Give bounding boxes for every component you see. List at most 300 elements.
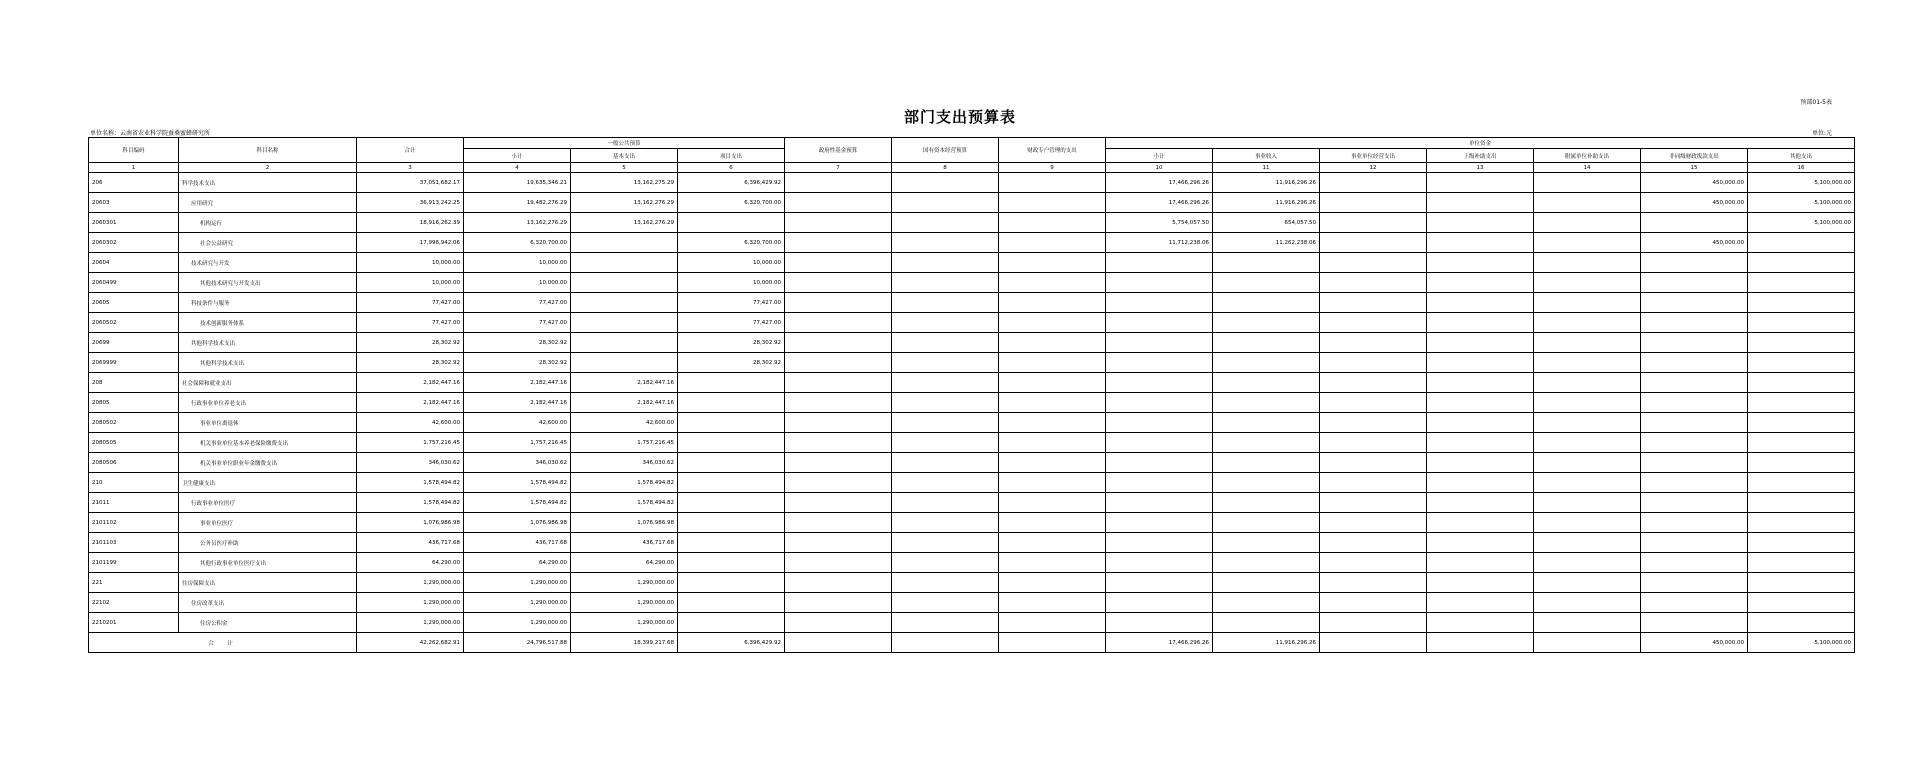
header-other: 其他支出 xyxy=(1748,149,1855,163)
column-number: 2 xyxy=(179,163,357,173)
header-project: 项目支出 xyxy=(678,149,785,163)
amount-cell: 13,162,276.29 xyxy=(571,193,678,213)
amount-cell xyxy=(999,233,1106,253)
amount-cell xyxy=(785,373,892,393)
amount-cell xyxy=(785,593,892,613)
amount-cell: 6,396,429.92 xyxy=(678,173,785,193)
amount-cell xyxy=(999,373,1106,393)
amount-cell xyxy=(1534,573,1641,593)
header-name: 科目名称 xyxy=(179,138,357,163)
amount-cell: 1,578,494.82 xyxy=(464,493,571,513)
amount-cell xyxy=(1213,253,1320,273)
subject-code: 2080502 xyxy=(89,413,179,433)
amount-cell xyxy=(892,233,999,253)
amount-cell xyxy=(1320,533,1427,553)
amount-cell xyxy=(785,553,892,573)
amount-cell xyxy=(1427,193,1534,213)
amount-cell xyxy=(1320,553,1427,573)
amount-cell: 11,262,238.06 xyxy=(1213,233,1320,253)
amount-cell xyxy=(785,413,892,433)
amount-cell: 1,290,000.00 xyxy=(464,573,571,593)
amount-cell: 654,057.50 xyxy=(1213,213,1320,233)
amount-cell: 77,427.00 xyxy=(678,313,785,333)
amount-cell xyxy=(1748,513,1855,533)
amount-cell xyxy=(1534,433,1641,453)
amount-cell xyxy=(1534,533,1641,553)
unit-name-label: 单位名称：云南省农业科学院蚕桑蜜蜂研究所 xyxy=(90,130,211,137)
amount-cell xyxy=(999,533,1106,553)
amount-cell xyxy=(1213,313,1320,333)
table-row xyxy=(89,433,1855,453)
amount-cell xyxy=(785,253,892,273)
amount-cell: 77,427.00 xyxy=(464,313,571,333)
total-amount-cell: 18,399,217.68 xyxy=(571,633,678,653)
amount-cell xyxy=(1106,253,1213,273)
amount-cell xyxy=(892,493,999,513)
amount-cell xyxy=(1427,373,1534,393)
amount-cell xyxy=(1427,313,1534,333)
amount-cell xyxy=(1641,533,1748,553)
total-amount-cell: 6,396,429.92 xyxy=(678,633,785,653)
amount-cell: 1,290,000.00 xyxy=(357,573,464,593)
table-row xyxy=(89,213,1855,233)
amount-cell xyxy=(1641,613,1748,633)
amount-cell xyxy=(1320,513,1427,533)
table-row xyxy=(89,533,1855,553)
subject-name: 事业单位医疗 xyxy=(179,513,357,533)
amount-cell: 450,000.00 xyxy=(1641,193,1748,213)
amount-cell xyxy=(1534,353,1641,373)
amount-cell xyxy=(1320,573,1427,593)
subject-code: 2101199 xyxy=(89,553,179,573)
amount-cell xyxy=(1534,393,1641,413)
amount-cell: 5,100,000.00 xyxy=(1748,213,1855,233)
amount-cell xyxy=(892,433,999,453)
amount-cell xyxy=(785,573,892,593)
subject-name: 技术创新服务体系 xyxy=(179,313,357,333)
amount-cell xyxy=(1534,493,1641,513)
amount-cell xyxy=(1320,473,1427,493)
subject-code: 2060499 xyxy=(89,273,179,293)
amount-cell xyxy=(1748,313,1855,333)
amount-cell xyxy=(785,513,892,533)
amount-cell xyxy=(892,533,999,553)
amount-cell xyxy=(999,613,1106,633)
subject-name: 公务员医疗补助 xyxy=(179,533,357,553)
amount-cell: 5,100,000.00 xyxy=(1748,193,1855,213)
amount-cell xyxy=(892,593,999,613)
amount-cell xyxy=(1641,413,1748,433)
amount-cell xyxy=(1641,293,1748,313)
amount-cell: 1,757,216.45 xyxy=(464,433,571,453)
amount-cell: 11,916,296.26 xyxy=(1213,193,1320,213)
subject-code: 2080505 xyxy=(89,433,179,453)
table-row xyxy=(89,493,1855,513)
total-amount-cell: 42,262,682.91 xyxy=(357,633,464,653)
amount-cell: 6,320,700.00 xyxy=(678,233,785,253)
total-amount-cell xyxy=(785,633,892,653)
amount-cell: 1,076,986.98 xyxy=(357,513,464,533)
header-unit-funds: 单位资金 xyxy=(1106,138,1855,149)
amount-cell xyxy=(999,293,1106,313)
amount-cell xyxy=(999,353,1106,373)
amount-cell: 2,182,447.16 xyxy=(357,373,464,393)
subject-name: 其他科学技术支出 xyxy=(179,333,357,353)
amount-cell xyxy=(1106,573,1213,593)
amount-cell: 5,100,000.00 xyxy=(1748,173,1855,193)
header-superior-subsidy: 上级补助支出 xyxy=(1427,149,1534,163)
amount-cell xyxy=(892,553,999,573)
total-amount-cell: 17,466,296.26 xyxy=(1106,633,1213,653)
amount-cell xyxy=(571,333,678,353)
subject-code: 208 xyxy=(89,373,179,393)
amount-cell xyxy=(1427,493,1534,513)
amount-cell xyxy=(1427,613,1534,633)
amount-cell: 6,320,700.00 xyxy=(678,193,785,213)
amount-cell xyxy=(1534,293,1641,313)
amount-cell xyxy=(1748,433,1855,453)
amount-cell xyxy=(1427,553,1534,573)
amount-cell xyxy=(1106,593,1213,613)
amount-cell xyxy=(1748,473,1855,493)
amount-cell xyxy=(1427,453,1534,473)
table-row xyxy=(89,553,1855,573)
amount-cell xyxy=(1106,613,1213,633)
amount-cell: 436,717.68 xyxy=(571,533,678,553)
subject-name: 其他技术研究与开发支出 xyxy=(179,273,357,293)
subject-name: 社会公益研究 xyxy=(179,233,357,253)
total-amount-cell: 5,100,000.00 xyxy=(1748,633,1855,653)
amount-cell xyxy=(1427,233,1534,253)
amount-cell xyxy=(785,533,892,553)
amount-cell xyxy=(999,553,1106,573)
amount-cell xyxy=(1213,293,1320,313)
column-number-row xyxy=(89,163,1855,173)
amount-cell: 1,290,000.00 xyxy=(571,573,678,593)
subject-code: 2060302 xyxy=(89,233,179,253)
amount-cell xyxy=(892,293,999,313)
amount-cell xyxy=(678,493,785,513)
subject-name: 卫生健康支出 xyxy=(179,473,357,493)
amount-cell xyxy=(1534,373,1641,393)
amount-cell xyxy=(1106,353,1213,373)
amount-cell: 13,162,276.29 xyxy=(464,213,571,233)
amount-cell xyxy=(1641,433,1748,453)
column-number: 4 xyxy=(464,163,571,173)
amount-cell xyxy=(999,433,1106,453)
amount-cell xyxy=(1427,393,1534,413)
amount-cell xyxy=(1641,553,1748,573)
amount-cell: 5,754,057.50 xyxy=(1106,213,1213,233)
amount-cell xyxy=(892,353,999,373)
amount-cell xyxy=(1641,493,1748,513)
amount-cell xyxy=(1748,333,1855,353)
amount-cell xyxy=(571,253,678,273)
total-amount-cell: 24,796,517.88 xyxy=(464,633,571,653)
amount-cell: 28,302.92 xyxy=(678,353,785,373)
amount-cell xyxy=(1534,253,1641,273)
amount-cell xyxy=(678,213,785,233)
amount-cell: 19,635,346.21 xyxy=(464,173,571,193)
amount-cell: 18,916,262.39 xyxy=(357,213,464,233)
amount-cell xyxy=(678,573,785,593)
amount-cell xyxy=(1320,373,1427,393)
amount-cell xyxy=(999,253,1106,273)
subject-code: 2060301 xyxy=(89,213,179,233)
amount-cell xyxy=(1213,493,1320,513)
table-row xyxy=(89,233,1855,253)
column-number: 8 xyxy=(892,163,999,173)
amount-cell xyxy=(785,433,892,453)
amount-cell: 1,757,216.45 xyxy=(571,433,678,453)
amount-cell xyxy=(999,593,1106,613)
amount-cell xyxy=(571,233,678,253)
subject-code: 2101102 xyxy=(89,513,179,533)
column-number: 16 xyxy=(1748,163,1855,173)
header-total: 合计 xyxy=(357,138,464,163)
header-affiliated: 附属单位补助支出 xyxy=(1534,149,1641,163)
subject-code: 210 xyxy=(89,473,179,493)
amount-cell xyxy=(1320,353,1427,373)
amount-cell: 1,290,000.00 xyxy=(464,613,571,633)
amount-cell xyxy=(1427,533,1534,553)
amount-cell xyxy=(1748,453,1855,473)
amount-cell xyxy=(1534,213,1641,233)
form-number: 预部01-5表 xyxy=(1800,99,1832,106)
amount-cell xyxy=(1641,573,1748,593)
total-amount-cell xyxy=(1534,633,1641,653)
amount-cell xyxy=(999,393,1106,413)
amount-cell xyxy=(678,553,785,573)
amount-cell: 1,290,000.00 xyxy=(357,613,464,633)
amount-cell xyxy=(1213,333,1320,353)
header-fiscal-special: 财政专户管理的支出 xyxy=(999,138,1106,163)
amount-cell xyxy=(1213,533,1320,553)
amount-cell xyxy=(1427,413,1534,433)
subject-name: 科技条件与服务 xyxy=(179,293,357,313)
amount-cell: 36,913,242.25 xyxy=(357,193,464,213)
amount-cell xyxy=(1748,273,1855,293)
amount-cell xyxy=(1320,193,1427,213)
amount-cell xyxy=(1320,333,1427,353)
header-basic: 基本支出 xyxy=(571,149,678,163)
amount-cell xyxy=(1748,573,1855,593)
amount-cell xyxy=(1213,433,1320,453)
subject-code: 21011 xyxy=(89,493,179,513)
amount-cell xyxy=(892,173,999,193)
amount-cell xyxy=(1427,273,1534,293)
subject-name: 社会保障和就业支出 xyxy=(179,373,357,393)
amount-cell xyxy=(1320,493,1427,513)
total-amount-cell: 11,916,296.26 xyxy=(1213,633,1320,653)
header-gov-fund: 政府性基金预算 xyxy=(785,138,892,163)
amount-cell xyxy=(1748,293,1855,313)
column-number: 3 xyxy=(357,163,464,173)
amount-cell xyxy=(1320,213,1427,233)
amount-cell xyxy=(1320,173,1427,193)
amount-cell: 450,000.00 xyxy=(1641,173,1748,193)
amount-cell: 77,427.00 xyxy=(357,293,464,313)
table-row xyxy=(89,353,1855,373)
amount-cell xyxy=(785,493,892,513)
amount-cell: 42,600.00 xyxy=(571,413,678,433)
amount-cell: 28,302.92 xyxy=(357,353,464,373)
amount-cell xyxy=(1534,413,1641,433)
subject-code: 20805 xyxy=(89,393,179,413)
amount-cell xyxy=(1106,313,1213,333)
amount-cell xyxy=(1427,473,1534,493)
amount-cell xyxy=(678,613,785,633)
amount-cell: 19,482,276.29 xyxy=(464,193,571,213)
subject-name: 应用研究 xyxy=(179,193,357,213)
amount-cell xyxy=(1534,233,1641,253)
amount-cell xyxy=(1213,573,1320,593)
amount-cell: 346,030.62 xyxy=(464,453,571,473)
amount-cell xyxy=(1534,193,1641,213)
amount-cell xyxy=(678,593,785,613)
amount-cell xyxy=(1427,573,1534,593)
column-number: 14 xyxy=(1534,163,1641,173)
subject-name: 住房保障支出 xyxy=(179,573,357,593)
total-amount-cell: 450,000.00 xyxy=(1641,633,1748,653)
amount-cell xyxy=(1320,233,1427,253)
amount-cell: 10,000.00 xyxy=(464,253,571,273)
amount-cell xyxy=(1748,413,1855,433)
amount-cell: 42,600.00 xyxy=(357,413,464,433)
amount-cell: 1,290,000.00 xyxy=(571,613,678,633)
amount-cell xyxy=(1213,353,1320,373)
amount-cell xyxy=(1213,393,1320,413)
amount-cell xyxy=(892,193,999,213)
amount-cell: 28,302.92 xyxy=(464,333,571,353)
amount-cell: 1,290,000.00 xyxy=(571,593,678,613)
amount-cell xyxy=(1106,553,1213,573)
subject-name: 机构运行 xyxy=(179,213,357,233)
amount-cell: 17,466,296.26 xyxy=(1106,193,1213,213)
amount-cell xyxy=(1534,453,1641,473)
amount-cell xyxy=(571,293,678,313)
amount-cell xyxy=(1320,393,1427,413)
amount-cell xyxy=(1320,273,1427,293)
amount-cell xyxy=(1534,473,1641,493)
amount-cell: 11,712,238.06 xyxy=(1106,233,1213,253)
table-row xyxy=(89,293,1855,313)
amount-cell xyxy=(1106,473,1213,493)
amount-cell xyxy=(1641,453,1748,473)
amount-cell xyxy=(1534,313,1641,333)
amount-cell xyxy=(678,453,785,473)
amount-cell xyxy=(892,473,999,493)
amount-cell xyxy=(1748,533,1855,553)
column-number: 12 xyxy=(1320,163,1427,173)
amount-cell xyxy=(1213,373,1320,393)
subject-name: 机关事业单位职业年金缴费支出 xyxy=(179,453,357,473)
amount-cell xyxy=(1427,293,1534,313)
subject-name: 其他科学技术支出 xyxy=(179,353,357,373)
amount-cell: 10,000.00 xyxy=(357,253,464,273)
table-row xyxy=(89,473,1855,493)
subject-code: 2069999 xyxy=(89,353,179,373)
subject-name: 其他行政事业单位医疗支出 xyxy=(179,553,357,573)
header-code: 科目编码 xyxy=(89,138,179,163)
total-label: 合 计 xyxy=(89,633,357,653)
amount-cell xyxy=(892,253,999,273)
amount-cell xyxy=(1320,313,1427,333)
amount-cell xyxy=(1320,413,1427,433)
amount-cell xyxy=(1106,393,1213,413)
amount-cell: 11,916,296.26 xyxy=(1213,173,1320,193)
subject-code: 206 xyxy=(89,173,179,193)
amount-cell: 1,578,494.82 xyxy=(464,473,571,493)
amount-cell xyxy=(1106,373,1213,393)
amount-cell: 1,290,000.00 xyxy=(464,593,571,613)
amount-cell xyxy=(785,193,892,213)
amount-cell xyxy=(785,353,892,373)
amount-cell xyxy=(1748,393,1855,413)
amount-cell: 2,182,447.16 xyxy=(571,373,678,393)
amount-cell: 450,000.00 xyxy=(1641,233,1748,253)
amount-cell xyxy=(1106,293,1213,313)
amount-cell: 1,757,216.45 xyxy=(357,433,464,453)
subject-code: 20699 xyxy=(89,333,179,353)
subject-name: 住房改革支出 xyxy=(179,593,357,613)
column-number: 5 xyxy=(571,163,678,173)
subject-name: 机关事业单位基本养老保险缴费支出 xyxy=(179,433,357,453)
amount-cell xyxy=(1748,493,1855,513)
amount-cell xyxy=(1641,313,1748,333)
total-amount-cell xyxy=(1427,633,1534,653)
amount-cell: 2,182,447.16 xyxy=(571,393,678,413)
amount-cell xyxy=(892,513,999,533)
amount-cell xyxy=(1106,493,1213,513)
amount-cell xyxy=(1106,273,1213,293)
amount-cell: 2,182,447.16 xyxy=(464,373,571,393)
amount-cell xyxy=(999,173,1106,193)
amount-cell xyxy=(1320,613,1427,633)
amount-cell: 64,290.00 xyxy=(571,553,678,573)
amount-cell: 6,320,700.00 xyxy=(464,233,571,253)
amount-cell: 1,578,494.82 xyxy=(357,473,464,493)
amount-cell xyxy=(785,293,892,313)
header-public-institution: 事业单位经营支出 xyxy=(1320,149,1427,163)
total-amount-cell xyxy=(1320,633,1427,653)
amount-cell xyxy=(1534,173,1641,193)
table-row xyxy=(89,173,1855,193)
amount-cell xyxy=(1320,433,1427,453)
amount-cell: 77,427.00 xyxy=(678,293,785,313)
amount-cell xyxy=(1106,413,1213,433)
header-uf-subtotal: 小计 xyxy=(1106,149,1213,163)
amount-cell xyxy=(1534,333,1641,353)
amount-cell: 42,600.00 xyxy=(464,413,571,433)
amount-cell xyxy=(1641,253,1748,273)
table-row xyxy=(89,413,1855,433)
amount-cell xyxy=(1534,273,1641,293)
amount-cell xyxy=(1213,473,1320,493)
subject-name: 事业单位离退休 xyxy=(179,413,357,433)
amount-cell xyxy=(892,333,999,353)
amount-cell xyxy=(1213,413,1320,433)
amount-cell xyxy=(1320,593,1427,613)
amount-cell: 13,162,275.29 xyxy=(571,173,678,193)
amount-cell xyxy=(1213,593,1320,613)
amount-cell xyxy=(785,273,892,293)
amount-cell: 1,076,986.98 xyxy=(464,513,571,533)
subject-code: 2101103 xyxy=(89,533,179,553)
table-row xyxy=(89,313,1855,333)
amount-cell xyxy=(1748,353,1855,373)
amount-cell xyxy=(1213,453,1320,473)
